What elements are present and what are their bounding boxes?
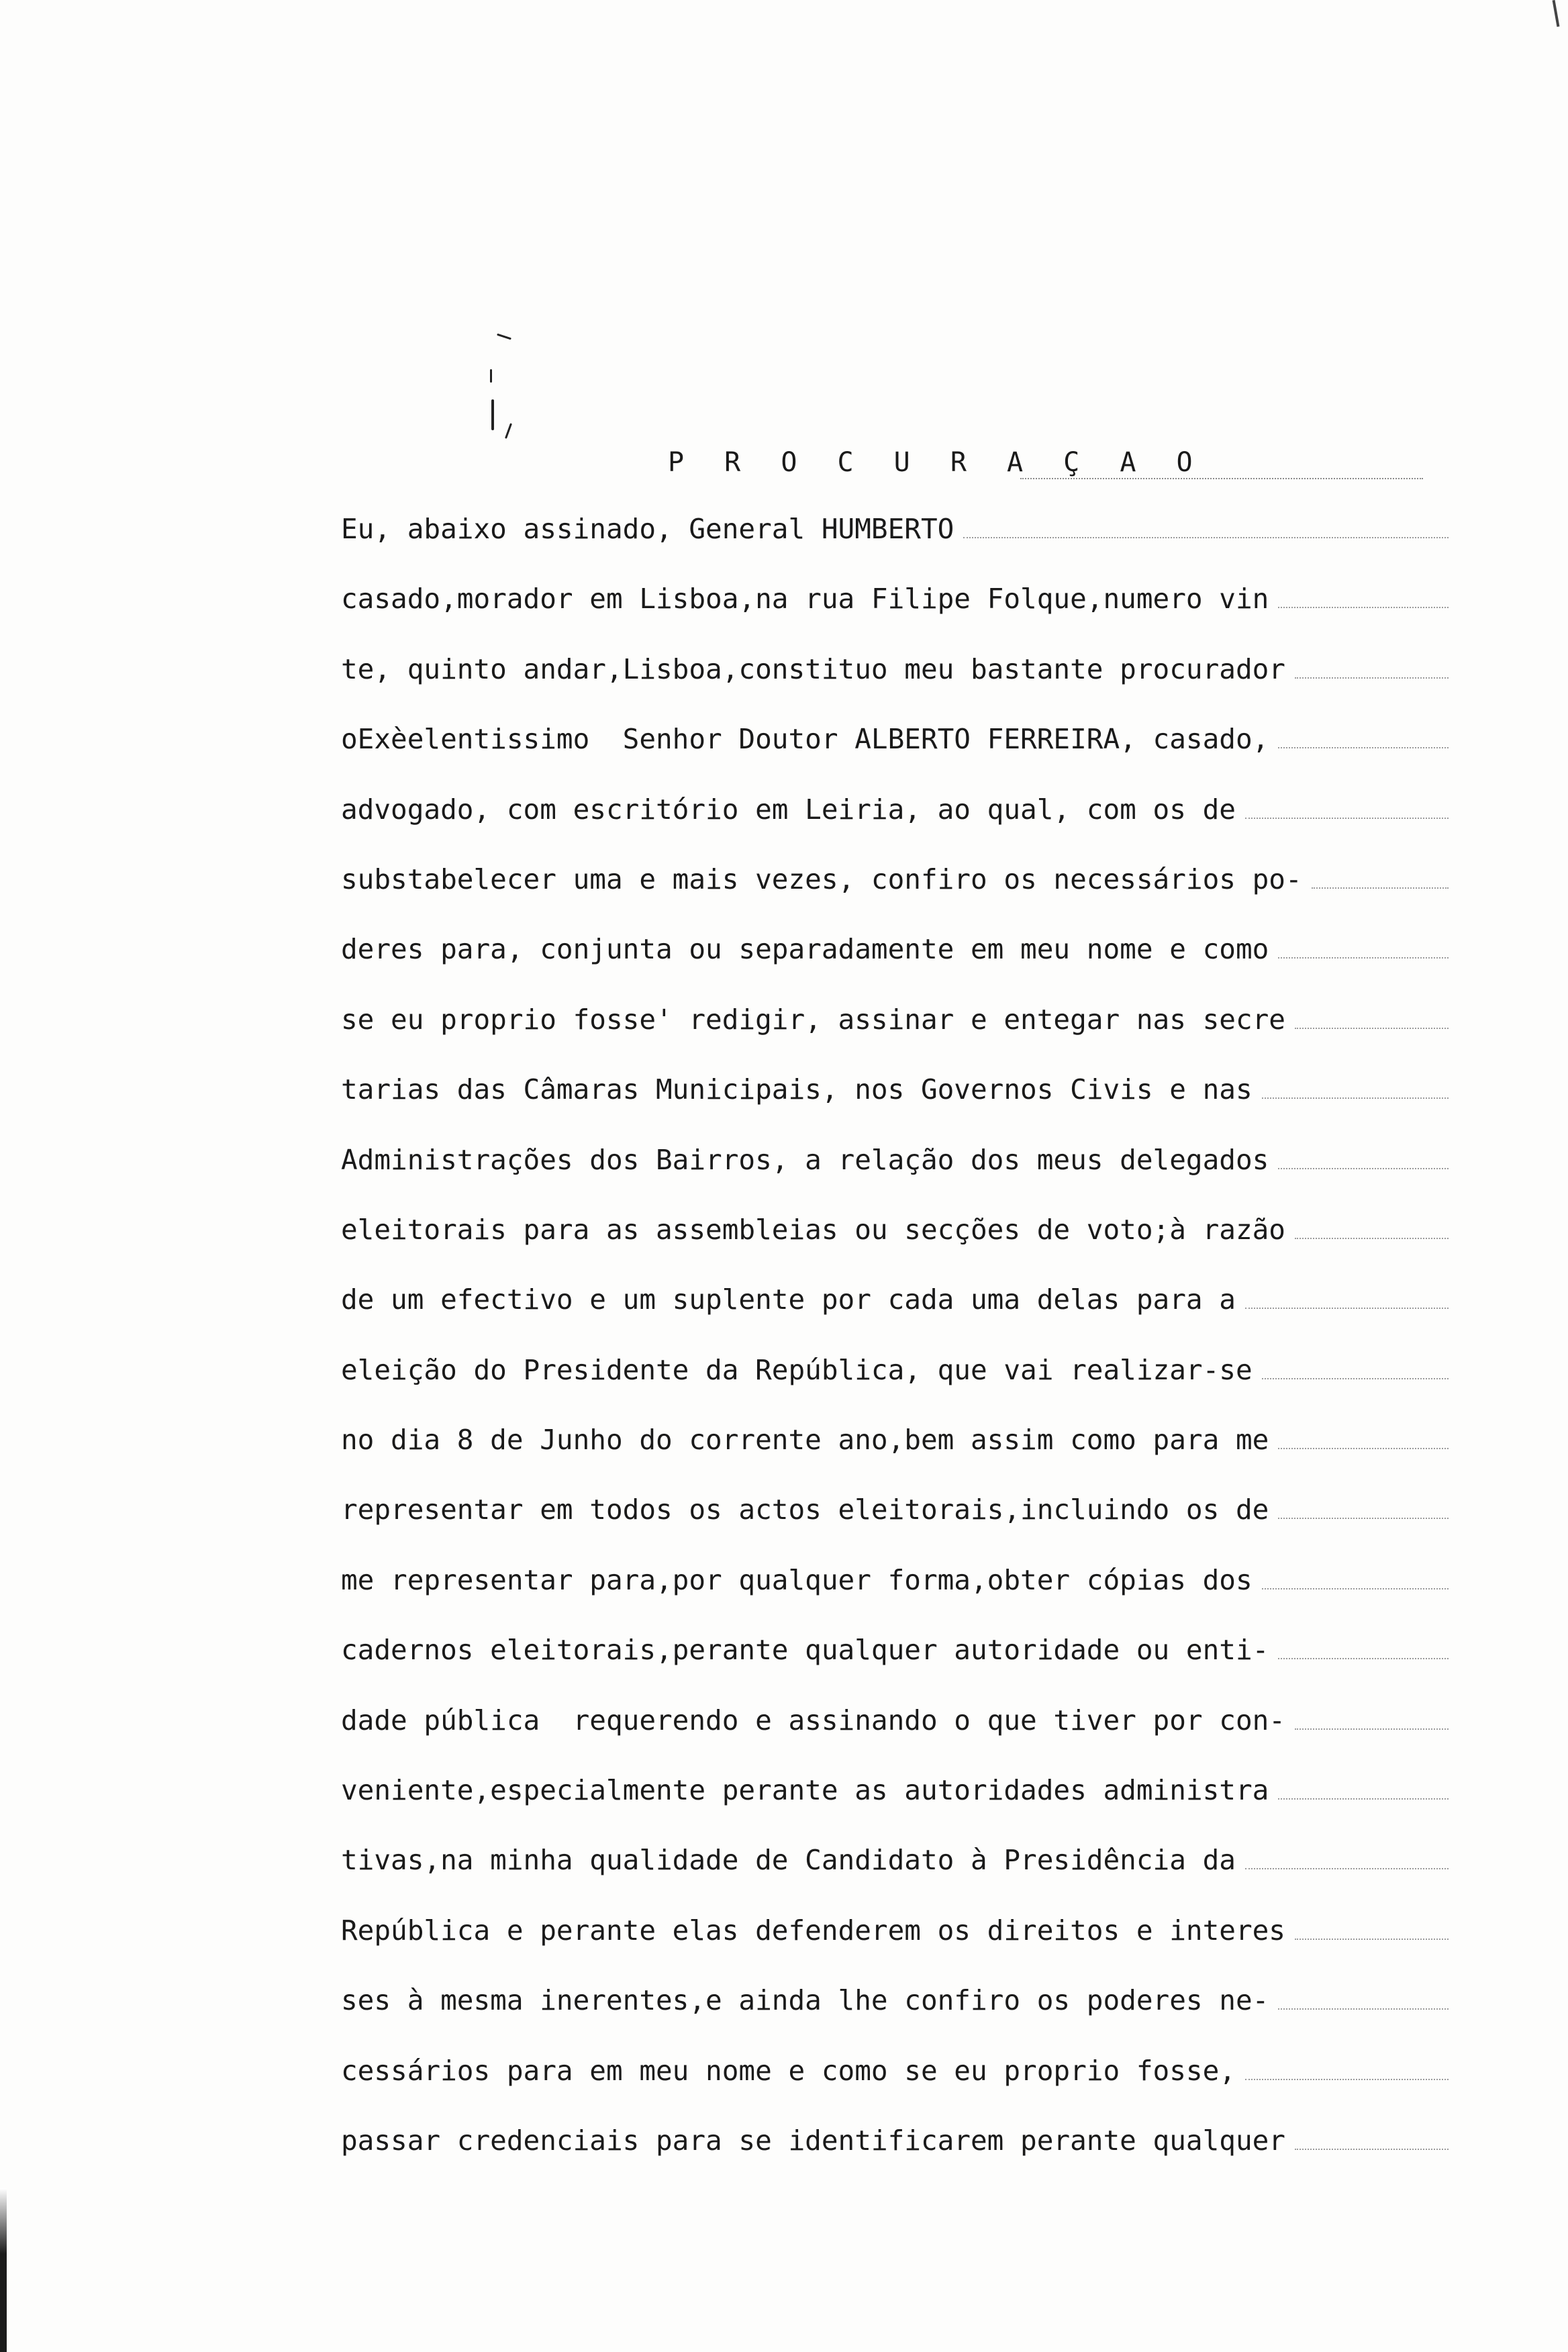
line-text: te, quinto andar,Lisboa,constituo meu bastante procurador [341, 652, 1285, 685]
text-line [341, 1141, 1449, 1211]
line-text: veniente,especialmente perante as autoridades administra [341, 1774, 1269, 1807]
dotted-fill [1278, 587, 1449, 608]
scan-edge-mark [1553, 0, 1560, 27]
line-text: ses à mesma inerentes,e ainda lhe confiro os poderes ne- [341, 1984, 1269, 2017]
dotted-fill [1295, 1708, 1449, 1730]
text-line [341, 1771, 1449, 1841]
text-line [341, 1841, 1449, 1911]
text-line [341, 861, 1449, 930]
text-line [341, 1561, 1449, 1631]
text-line [341, 1351, 1449, 1421]
pen-mark [490, 369, 492, 383]
text-line [341, 1912, 1449, 1981]
pen-marks [470, 322, 537, 470]
text-line [341, 580, 1449, 650]
text-line [341, 2122, 1449, 2192]
dotted-fill [1262, 1358, 1449, 1379]
text-line [341, 1281, 1449, 1351]
line-text: eleitorais para as assembleias ou secções de voto;à razão [341, 1213, 1285, 1246]
text-line [341, 1631, 1449, 1701]
line-text: passar credenciais para se identificarem perante qualquer [341, 2124, 1285, 2157]
dotted-fill [1262, 1568, 1449, 1589]
dotted-fill [1245, 797, 1449, 819]
document-title: P R O C U R A Ç A O [668, 447, 1205, 478]
line-text: tivas,na minha qualidade de Candidato à Presidência da [341, 1844, 1236, 1877]
dotted-fill [1278, 1778, 1449, 1800]
line-text: no dia 8 de Junho do corrente ano,bem assim como para me [341, 1424, 1269, 1457]
text-line [341, 1421, 1449, 1491]
text-line [341, 650, 1449, 720]
line-text: cessários para em meu nome e como se eu proprio fosse, [341, 2054, 1236, 2087]
line-text: dade pública requerendo e assinando o que tiver por con- [341, 1704, 1285, 1736]
line-text: se eu proprio fosse' redigir, assinar e entegar nas secre [341, 1003, 1285, 1036]
line-text: eleição do Presidente da República, que vai realizar-se [341, 1353, 1253, 1386]
line-text: representar em todos os actos eleitorais,incluindo os de [341, 1493, 1269, 1526]
line-text: tarias das Câmaras Municipais, nos Governos Civis e nas [341, 1073, 1253, 1106]
dotted-fill [1278, 1638, 1449, 1659]
text-line [341, 930, 1449, 1000]
dotted-fill [1295, 657, 1449, 679]
text-line [341, 1071, 1449, 1140]
title-dotted-rule [1020, 478, 1423, 479]
line-text: Eu, abaixo assinado, General HUMBERTO [341, 513, 954, 545]
dotted-fill [1278, 1988, 1449, 2010]
line-text: advogado, com escritório em Leiria, ao qual, com os de [341, 793, 1236, 826]
dotted-fill [963, 517, 1449, 538]
dotted-fill [1278, 1498, 1449, 1519]
dotted-fill [1278, 727, 1449, 748]
scan-edge-shadow [0, 2188, 7, 2352]
text-line [341, 720, 1449, 790]
text-line [341, 791, 1449, 861]
text-line [341, 1981, 1449, 2051]
dotted-fill [1245, 2059, 1449, 2080]
dotted-fill [1278, 1148, 1449, 1169]
line-text: casado,morador em Lisboa,na rua Filipe Folque,numero vin [341, 583, 1269, 616]
text-line [341, 1211, 1449, 1281]
text-line [341, 1491, 1449, 1561]
pen-mark [497, 334, 511, 340]
dotted-fill [1278, 937, 1449, 959]
line-text: Administrações dos Bairros, a relação dos meus delegados [341, 1143, 1269, 1176]
line-text: me representar para,por qualquer forma,obter cópias dos [341, 1563, 1253, 1596]
text-line [341, 2052, 1449, 2122]
dotted-fill [1295, 1008, 1449, 1029]
dotted-fill [1295, 2128, 1449, 2150]
line-text: deres para, conjunta ou separadamente em meu nome e como [341, 933, 1269, 966]
line-text: de um efectivo e um suplente por cada uma delas para a [341, 1283, 1236, 1316]
dotted-fill [1295, 1218, 1449, 1239]
dotted-fill [1245, 1287, 1449, 1309]
dotted-fill [1295, 1918, 1449, 1940]
dotted-fill [1312, 867, 1449, 889]
pen-mark [505, 423, 512, 439]
dotted-fill [1262, 1077, 1449, 1099]
line-text: cadernos eleitorais,perante qualquer autoridade ou enti- [341, 1634, 1269, 1667]
text-line [341, 1702, 1449, 1771]
document-body [341, 510, 1449, 2192]
dotted-fill [1245, 1848, 1449, 1869]
line-text: oExèelentissimo Senhor Doutor ALBERTO FERREIRA, casado, [341, 723, 1269, 756]
line-text: República e perante elas defenderem os direitos e interes [341, 1914, 1285, 1947]
text-line [341, 1001, 1449, 1071]
dotted-fill [1278, 1428, 1449, 1449]
text-line [341, 510, 1449, 580]
line-text: substabelecer uma e mais vezes, confiro os necessários po- [341, 863, 1302, 895]
pen-mark [491, 399, 494, 430]
